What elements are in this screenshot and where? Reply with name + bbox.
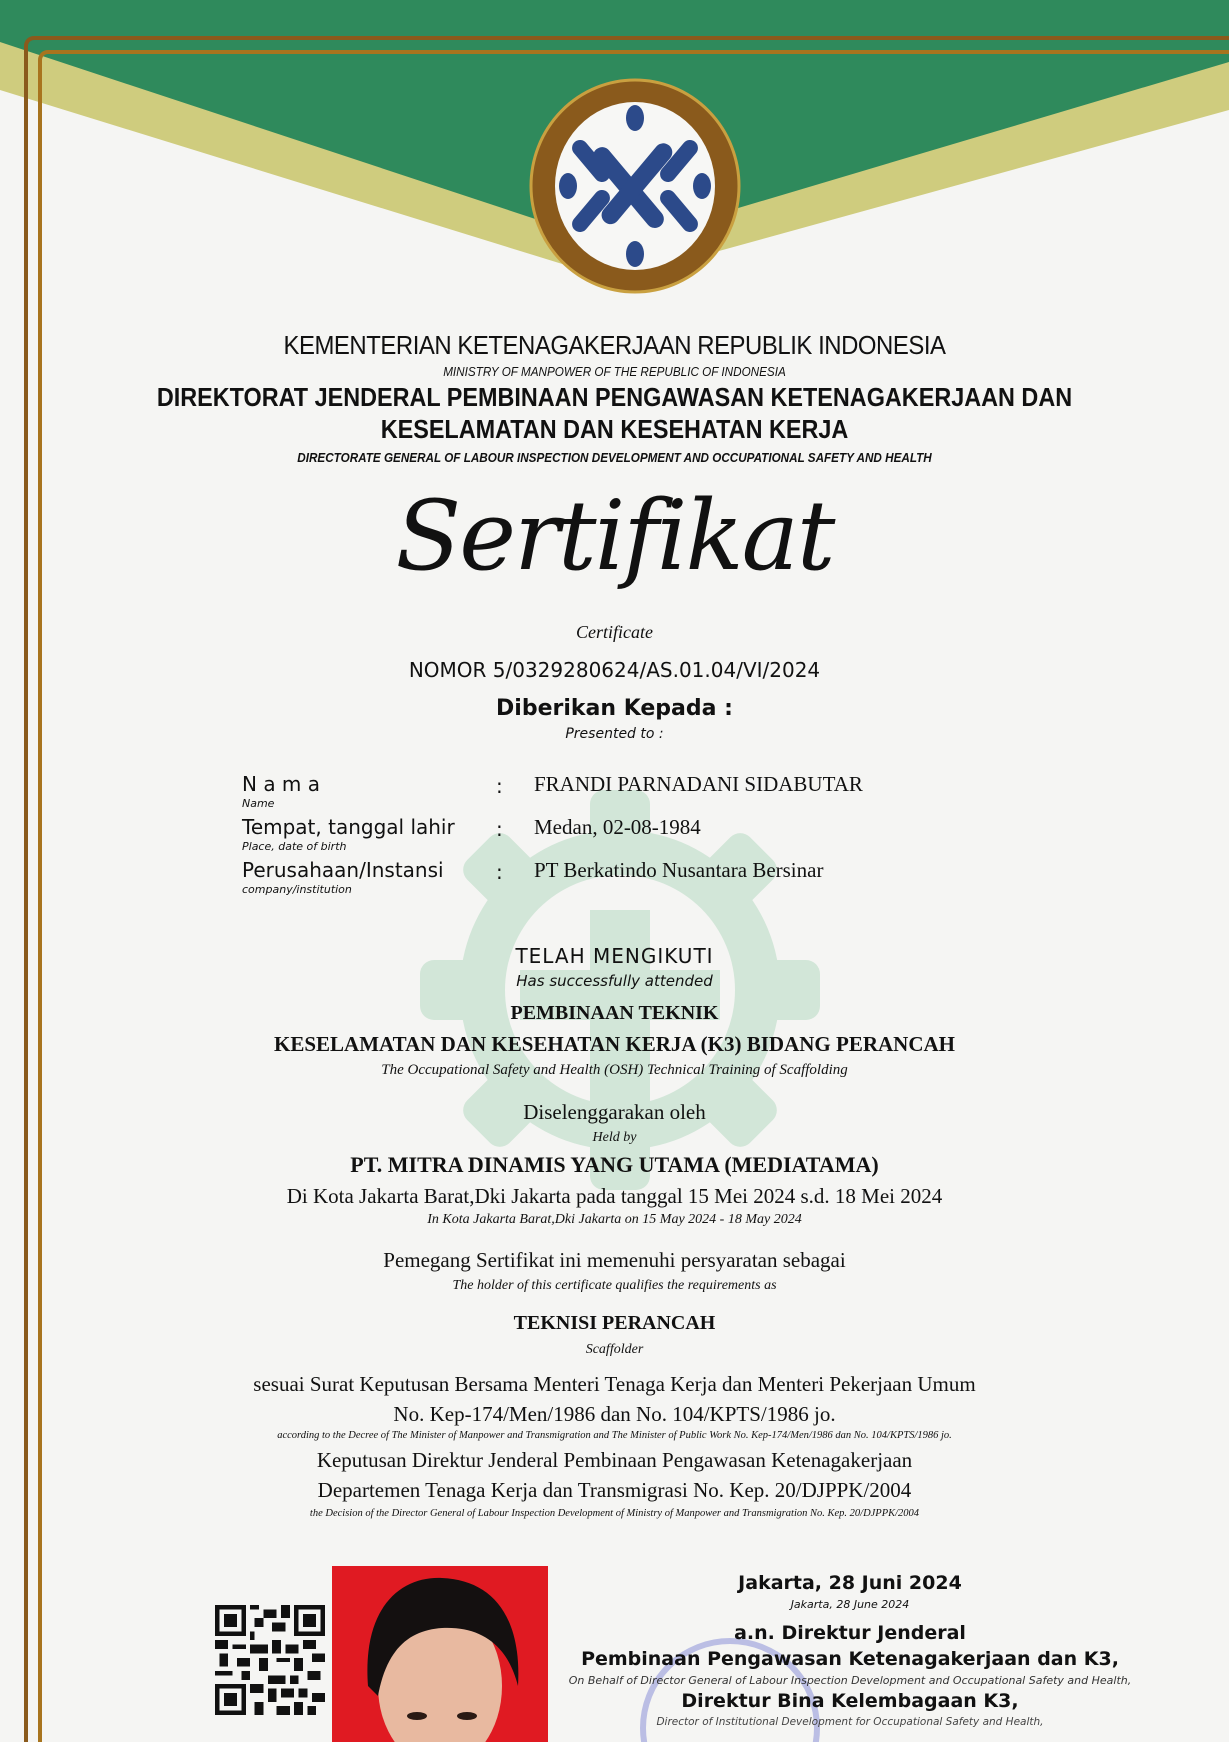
field-label: Perusahaan/Instansi [242,858,444,882]
presented-to-label-en: Presented to : [565,726,664,742]
decree-en: according to the Decree of The Minister of Manpower and Transmigration and The Minister of Public Work No. Kep-174/Men/1986 dan No. 104/KPTS/1986 jo. [277,1430,952,1441]
ministry-emblem-icon [528,78,742,294]
field-row-birth [242,815,1042,858]
held-by-label: Diselenggarakan oleh [523,1100,706,1124]
training-location-date: Di Kota Jakarta Barat,Dki Jakarta pada tanggal 15 Mei 2024 s.d. 18 Mei 2024 [286,1184,943,1208]
signing-office: Pembinaan Pengawasan Ketenagakerjaan dan K3, [581,1648,1119,1670]
recipient-details [242,772,1042,901]
field-value-name: FRANDI PARNADANI SIDABUTAR [534,772,863,796]
attended-label: TELAH MENGIKUTI [515,944,714,968]
certificate-number: NOMOR 5/0329280624/AS.01.04/VI/2024 [408,658,821,682]
signing-office-en: On Behalf of Director General of Labour Inspection Development and Occupational Safety and Health, [568,1674,1132,1687]
issue-date-en: Jakarta, 28 June 2024 [790,1598,910,1611]
signing-director-en: Director of Institutional Development for Occupational Safety and Health, [656,1716,1044,1728]
directorate-name-line2: KESELAMATAN DAN KESEHATAN KERJA [380,414,849,444]
holder-statement-en: The holder of this certificate qualifies the requirements as [452,1278,777,1293]
issue-date: Jakarta, 28 Juni 2024 [738,1572,962,1594]
holder-statement: Pemegang Sertifikat ini memenuhi persyaratan sebagai [383,1248,846,1272]
program-line1: PEMBINAAN TEKNIK [510,1002,719,1024]
field-value-birth: Medan, 02-08-1984 [534,815,701,839]
qualification-role: TEKNISI PERANCAH [513,1312,716,1334]
portrait-icon [332,1566,548,1742]
field-label: N a m a [242,772,321,796]
training-location-date-en: In Kota Jakarta Barat,Dki Jakarta on 15 May 2024 - 18 May 2024 [427,1212,802,1227]
on-behalf-label: a.n. Direktur Jenderal [734,1622,966,1644]
organizer-name: PT. MITRA DINAMIS YANG UTAMA (MEDIATAMA) [350,1152,879,1177]
decree-line2: No. Kep-174/Men/1986 dan No. 104/KPTS/1986 jo. [393,1402,836,1426]
ministry-name: KEMENTERIAN KETENAGAKERJAAN REPUBLIK INDONESIA [283,330,946,360]
certificate-title: Sertifikat [395,480,834,592]
qr-code[interactable] [215,1605,325,1715]
field-label-en: Place, date of birth [242,840,347,853]
decision-line2: Departemen Tenaga Kerja dan Transmigrasi No. Kep. 20/DJPPK/2004 [317,1478,912,1502]
certificate-title-en: Certificate [576,622,653,642]
field-label-en: company/institution [242,883,352,896]
field-colon: : [496,817,503,841]
field-value-company: PT Berkatindo Nusantara Bersinar [534,858,824,882]
field-row-company [242,858,1042,901]
directorate-name-en: DIRECTORATE GENERAL OF LABOUR INSPECTION DEVELOPMENT AND OCCUPATIONAL SAFETY AND HEALTH [297,450,932,465]
field-label-en: Name [242,797,275,810]
field-colon: : [496,774,503,798]
program-en: The Occupational Safety and Health (OSH) Technical Training of Scaffolding [381,1062,848,1078]
held-by-label-en: Held by [592,1130,637,1145]
program-line2: KESELAMATAN DAN KESEHATAN KERJA (K3) BIDANG PERANCAH [274,1032,955,1056]
field-colon: : [496,860,503,884]
field-row-name [242,772,1042,815]
decision-line1: Keputusan Direktur Jenderal Pembinaan Pengawasan Ketenagakerjaan [316,1448,913,1472]
attended-label-en: Has successfully attended [516,972,713,990]
decree-line1: sesuai Surat Keputusan Bersama Menteri Tenaga Kerja dan Menteri Pekerjaan Umum [253,1372,976,1396]
field-label: Tempat, tanggal lahir [242,815,455,839]
decision-en: the Decision of the Director General of Labour Inspection Development of Ministry of Manpower and Transmigration No. Kep. 20/DJPPK/2004 [309,1508,920,1519]
recipient-photo [332,1566,548,1742]
presented-to-label: Diberikan Kepada : [496,696,733,721]
directorate-name-line1: DIREKTORAT JENDERAL PEMBINAAN PENGAWASAN KETENAGAKERJAAN DAN [156,382,1073,412]
qualification-role-en: Scaffolder [585,1342,644,1357]
signing-director: Direktur Bina Kelembagaan K3, [681,1690,1019,1712]
ministry-name-en: MINISTRY OF MANPOWER OF THE REPUBLIC OF INDONESIA [443,364,786,379]
